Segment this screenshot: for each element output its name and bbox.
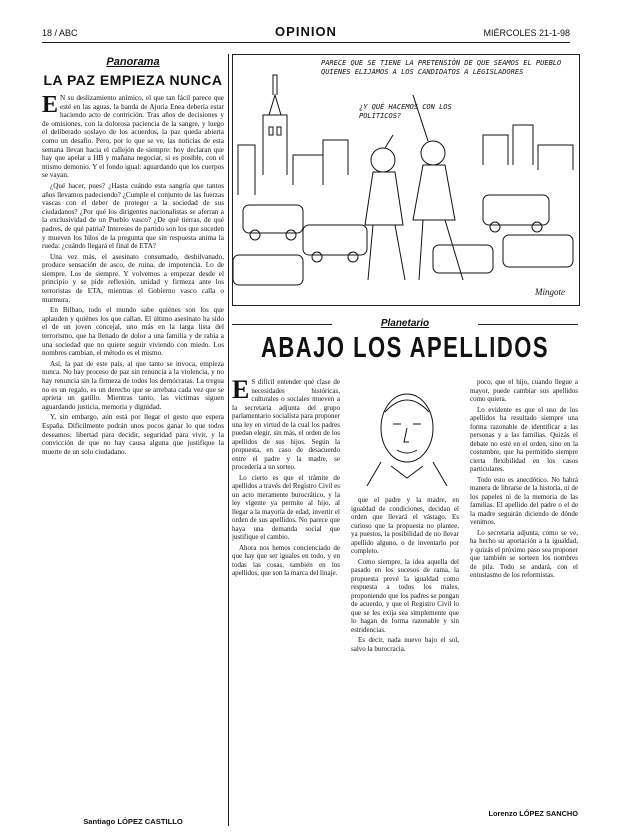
- speech-bubble-2: ¿Y QUÉ HACEMOS CON LOS POLÍTICOS?: [359, 103, 452, 120]
- planetario-paragraph: Lo cierto es que el trámite de apellidos a través del Registro Civil es un acto meramente burocrático, y la ley vigente ya permite al hijo, al llegar a la mayoría de edad, invertir el orden de sus apellidos. No parece que haya una demanda social que justifique el cambio.: [232, 473, 340, 541]
- cartoonist-signature: Mingote: [535, 287, 565, 297]
- planetario-column-3: [470, 378, 578, 798]
- planetario-kicker: Planetario: [380, 318, 430, 329]
- panorama-kicker: Panorama: [106, 56, 160, 68]
- panorama-paragraph: Así, la paz de este país, al que tanto se invoca, empieza nunca. No hay proceso de paz sin renuncia a la violencia, y no hay renuncia sin la firmeza de todos los demócratas. La tregua no es un regalo, es un derecho que se arrebata cada vez que se aprieta un gatillo. Mientras tanto, las víctimas siguen aguardando justicia, memoria y dignidad.: [42, 359, 224, 411]
- planetario-paragraph: poco, que el hijo, cuando llegue a mayor, puede cambiar sus apellidos como quiera.: [470, 378, 578, 403]
- planetario-paragraph: Lo secretaria adjunta, como se ve, ha hecho su aportación a la igualdad, y quizás el próximo paso sea proponer que también se sorteen los nombres de pila. Todo se andará, con el entusiasmo de los reformistas.: [470, 528, 578, 579]
- planetario-paragraph: Todo esto es anecdótico. No habrá manera de librarse de la historia, ni de los papeles ni de la memoria de las familias. El apellido del padre o el de la madre seguirán diciendo de dónde venimos.: [470, 475, 578, 526]
- planetario-paragraph: Ahora nos hemos concienciado de que hay que ser iguales en todo, y en todas las cosas, también en los apellidos, que son la marca del linaje.: [232, 543, 340, 577]
- panorama-paragraph: En Bilbao, todo el mundo sabe quiénes son los que aplauden y quiénes los que callan. El último asesinato ha sido el de un joven concejal, uno más en la larga lista del terrorismo, que ha llenado de dolor a una familia y de rabia a una sociedad que no quiere seguir viviendo con miedo. Los nombres cambian, el método es el mismo.: [42, 306, 224, 358]
- cartoon-drawing: [233, 55, 579, 305]
- planetario-top-rule: [478, 324, 578, 325]
- panorama-paragraph: Y, sin embargo, aún está por llegar el gesto que espera España. Difícilmente podrán unos pocos ganar lo que todos deseamos: libertad para decidir, seguridad para vivir, y la convicción de que no hay causa alguna que justifique la muerte de un solo ciudadano.: [42, 413, 224, 456]
- panorama-dropcap: E: [42, 92, 59, 118]
- planetario-byline: Lorenzo LÓPEZ SANCHO: [488, 809, 578, 818]
- planetario-paragraph: Lo evidente es que el uso de los apellidos ha resultado siempre una forma razonable de identificar a las personas y a las familias. Quizás el debate no esté en el orden, sino en la costumbre, que ha permitido siempre cierta flexibilidad en los casos particulares.: [470, 405, 578, 473]
- page-number: 18 / ABC: [42, 28, 78, 38]
- planetario-column-2: [351, 496, 459, 798]
- panorama-byline: Santiago LÓPEZ CASTILLO: [83, 817, 183, 826]
- panorama-paragraph: N su deslizamiento anímico, el que tan fácil parece que esté en las aguas, la banda de Ajuria Enea debería estar haciendo acto de contrición. Tras años de decisiones y de omisiones, con la dolorosa paciencia de la sangre, y luego el deliberado soslayo de los acuerdos, la paz queda abierta como un desafío. Pero, por lo que se ve, las noticias de esta semana llevan hacia el callejón de siempre: hoy declaran que hay que apelar a HB y mañana negociar, si es posible, con el mismo demonio. Y el fondo igual: aguardando que los cuerpos se vayan.: [42, 94, 224, 180]
- planetario-headline: ABAJO LOS APELLIDOS: [260, 331, 550, 364]
- panorama-body: [42, 94, 224, 456]
- cartoon-panel: [232, 54, 580, 306]
- planetario-column-1: [232, 378, 340, 798]
- section-title: OPINION: [275, 24, 337, 39]
- planetario-top-rule: [232, 324, 332, 325]
- planetario-paragraph: Es decir, nada nuevo bajo el sol, salvo la burocracia.: [351, 636, 459, 653]
- planetario-columns: [232, 378, 578, 798]
- planetario-paragraph: que el padre y la madre, en igualdad de condiciones, decidan el orden que llevará el vástago. Es curioso que la propuesta no plantee, ya puestos, la posibilidad de no llevar apellido alguno, o de inventarlo por completo.: [351, 496, 459, 555]
- speech-bubble-1: PARECE QUE SE TIENE LA PRETENSIÓN DE QUE SEAMOS EL PUEBLO QUIENES ELIJAMOS A LOS CANDIDATOS A LEGISLADORES: [321, 59, 562, 76]
- planetario-dropcap: E: [232, 378, 250, 404]
- author-portrait: [351, 378, 459, 488]
- planetario-paragraph: S difícil entender qué clase de necesidades históricas, culturales o sociales mueven a la secretaria adjunta del grupo parlamentario socialista para proponer una ley en virtud de la cual los padres puedan elegir, sin más, el orden de los apellidos de sus hijos. Según la propuesta, en caso de desacuerdo entre el padre y la madre, se procedería a un sorteo.: [232, 378, 340, 471]
- planetario-box: [232, 318, 578, 826]
- column-divider: [228, 54, 229, 826]
- page-header: [42, 24, 570, 43]
- panorama-column: [42, 56, 224, 826]
- planetario-paragraph: Como siempre, la idea aquella del pasado en los sucesos de rama, la propuesta prevé la igualdad como respuesta a todos los males, proponiendo que los padres se pongan de acuerdo, y que el Registro Civil lo que se les exija sea simplemente que lo hagan de forma razonable y sin estridencias.: [351, 557, 459, 634]
- issue-date: MIÉRCOLES 21-1-98: [483, 28, 570, 38]
- panorama-paragraph: ¿Qué hacer, pues? ¿Hasta cuándo esta sangría que tantos años llevamos padeciendo? ¿Cumple el conjunto de las fuerzas vascas con el deber de proteger a la sociedad de sus ciudadanos? ¿Por qué los dirigentes nacionalistas se aferran a la exclusividad de un Pueblo vasco? ¿De qué tierras, de qué padres, de qué patria? Intereses de partido son los que suceden y mueven los hilos de la pregunta que sin respuesta anima la rueda: ¿cuándo llegará el final de ETA?: [42, 181, 224, 251]
- panorama-headline: LA PAZ EMPIEZA NUNCA: [43, 72, 223, 88]
- panorama-paragraph: Una vez más, el asesinato consumado, deshilvanado, produce sensación de asco, de ruina, de impotencia. Lo de siempre. Los de siempre. Y volvemos a empezar desde el principio y se pide reflexión, unidad y firmeza ante los terroristas de ETA, mientras el Gobierno vasco calla o murmura.: [42, 252, 224, 304]
